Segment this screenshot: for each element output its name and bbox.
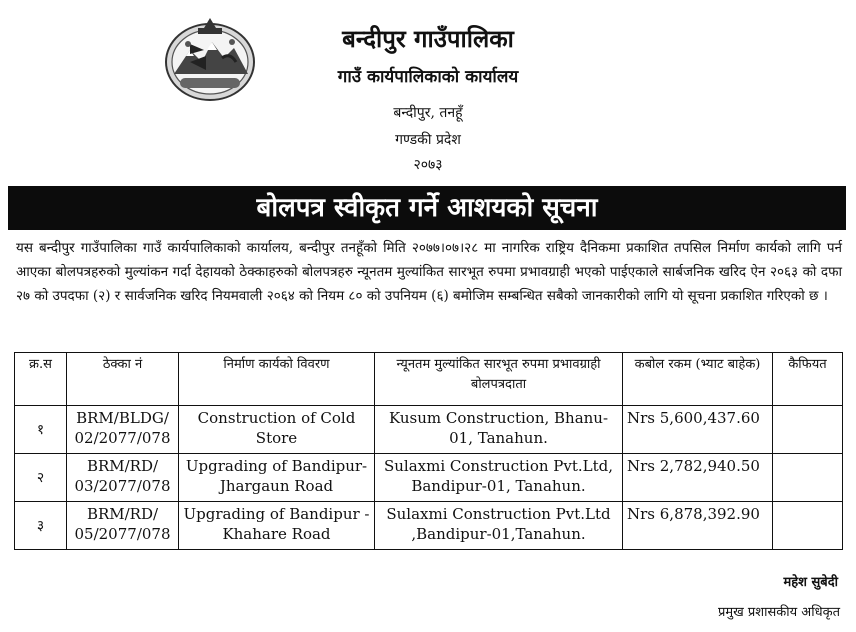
bidder-cell: Kusum Construction, Bhanu-01, Tanahun. bbox=[375, 406, 623, 454]
serial-cell: २ bbox=[15, 454, 67, 502]
notice-body: यस बन्दीपुर गाउँपालिका गाउँ कार्यपालिकाको कार्यालय, बन्दीपुर तनहूँको मिति २०७७।०७।२८ मा नागरिक राष्ट्रिय दैनिकमा प्रकाशित तपसिल निर्माण कार्यको लागि पर्न आएका बोलपत्रहरुको मुल्यांकन गर्दा देहायको ठेक्काहरुको बोलपत्रहरु न्यूनतम मुल्यांकित सारभूत रुपमा प्रभावग्राही भएको पाईएकाले सार्बजनिक खरिद ऐन २०६३ को दफा २७ को उपदफा (२) र सार्वजनिक खरिद नियमवाली २०६४ को नियम ८० को उपनियम (६) बमोजिम सम्बन्धित सबैको जानकारीको लागि यो सूचना प्रकाशित गरिएको छ । bbox=[16, 240, 842, 304]
office-province: गण्डकी प्रदेश bbox=[395, 132, 461, 148]
contract-cell: BRM/BLDG/ 02/2077/078 bbox=[67, 406, 179, 454]
amount-cell: Nrs 5,600,437.60 bbox=[623, 406, 773, 454]
description-cell: Upgrading of Bandipur-Jhargaun Road bbox=[179, 454, 375, 502]
description-cell: Construction of Cold Store bbox=[179, 406, 375, 454]
remarks-cell bbox=[773, 406, 843, 454]
bidder-cell: Sulaxmi Construction Pvt.Ltd, Bandipur-01, Tanahun. bbox=[375, 454, 623, 502]
notice-heading: बोलपत्र स्वीकृत गर्ने आशयको सूचना bbox=[8, 186, 846, 230]
bidder-cell: Sulaxmi Construction Pvt.Ltd ,Bandipur-01,Tanahun. bbox=[375, 502, 623, 550]
header-remarks: कैफियत bbox=[773, 353, 843, 406]
remarks-cell bbox=[773, 454, 843, 502]
bid-table bbox=[14, 352, 843, 550]
contract-cell: BRM/RD/ 05/2077/078 bbox=[67, 502, 179, 550]
office-subtitle: गाउँ कार्यपालिकाको कार्यालय bbox=[337, 67, 519, 87]
remarks-cell bbox=[773, 502, 843, 550]
header-bidder: न्यूनतम मुल्यांकित सारभूत रुपमा प्रभावग्राही बोलपत्रदाता bbox=[375, 353, 623, 406]
table-row bbox=[15, 406, 843, 454]
serial-cell: ३ bbox=[15, 502, 67, 550]
amount-cell: Nrs 2,782,940.50 bbox=[623, 454, 773, 502]
serial-cell: १ bbox=[15, 406, 67, 454]
amount-cell: Nrs 6,878,392.90 bbox=[623, 502, 773, 550]
nepal-government-emblem-icon bbox=[160, 14, 260, 104]
table-row bbox=[15, 502, 843, 550]
description-cell: Upgrading of Bandipur -Khahare Road bbox=[179, 502, 375, 550]
header-work-description: निर्माण कार्यको विवरण bbox=[179, 353, 375, 406]
contract-cell: BRM/RD/ 03/2077/078 bbox=[67, 454, 179, 502]
signatory-title: प्रमुख प्रशासकीय अधिकृत bbox=[717, 605, 840, 620]
office-address: बन्दीपुर, तनहूँ bbox=[393, 105, 463, 121]
office-name: बन्दीपुर गाउँपालिका bbox=[342, 24, 514, 53]
table-header-row bbox=[15, 353, 843, 406]
signatory-name: महेश सुबेदी bbox=[783, 575, 838, 590]
header-amount: कबोल रकम (भ्याट बाहेक) bbox=[623, 353, 773, 406]
header-serial: क्र.स bbox=[15, 353, 67, 406]
office-year: २०७३ bbox=[413, 157, 443, 173]
header-contract-no: ठेक्का नं bbox=[67, 353, 179, 406]
table-row bbox=[15, 454, 843, 502]
